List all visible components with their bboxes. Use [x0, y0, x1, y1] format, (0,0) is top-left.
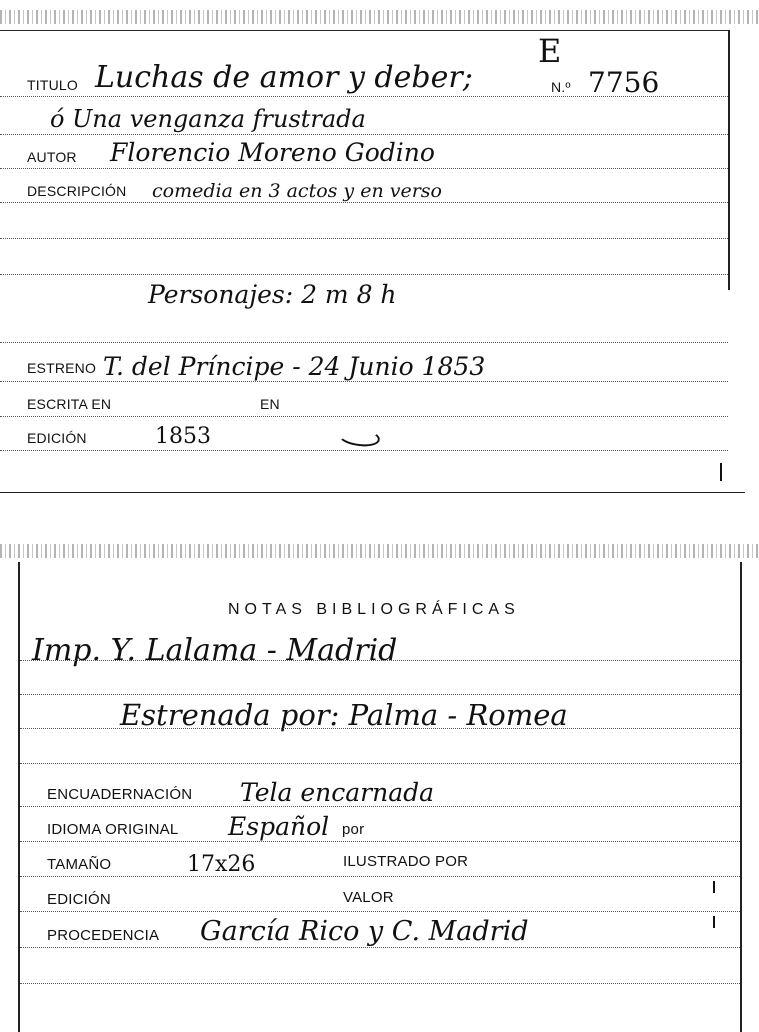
- dotted-line: [20, 841, 740, 842]
- dotted-line: [20, 728, 740, 729]
- catalog-card-bottom: [0, 538, 759, 1028]
- torn-edge-bottom: [0, 544, 759, 558]
- tick-mark: [720, 463, 722, 481]
- dotted-line: [0, 238, 728, 239]
- tick-mark: [713, 916, 715, 928]
- nota-line-1: Imp. Y. Lalama - Madrid: [32, 633, 398, 668]
- personajes-value: Personajes: 2 m 8 h: [148, 280, 397, 309]
- edicion-label: EDICIÓN: [27, 430, 87, 446]
- dotted-line: [0, 381, 728, 382]
- titulo-label: TITULO: [27, 77, 78, 93]
- descripcion-value: comedia en 3 actos y en verso: [152, 180, 442, 202]
- dotted-line: [0, 134, 728, 135]
- dotted-line: [20, 983, 740, 984]
- titulo-value: Luchas de amor y deber;: [95, 60, 473, 95]
- catalog-card-top: [0, 0, 759, 495]
- dotted-line: [20, 876, 740, 877]
- dotted-line: [0, 416, 728, 417]
- dotted-line: [20, 806, 740, 807]
- edicion-value: 1853: [155, 424, 211, 449]
- numero-value: 7756: [588, 66, 660, 99]
- valor-label: VALOR: [343, 889, 394, 906]
- torn-edge-top: [0, 10, 759, 24]
- dotted-line: [20, 763, 740, 764]
- ink-stroke-mark: [337, 425, 381, 449]
- estreno-value: T. del Príncipe - 24 Junio 1853: [103, 352, 486, 381]
- letter-mark: E: [538, 32, 562, 70]
- dotted-line: [20, 660, 740, 661]
- dotted-line: [0, 450, 728, 451]
- card-right-border: [740, 562, 742, 1032]
- titulo-subtitle: ó Una venganza frustrada: [50, 105, 366, 133]
- tick-mark: [713, 881, 715, 893]
- autor-label: AUTOR: [27, 149, 77, 165]
- dotted-line: [20, 947, 740, 948]
- descripcion-label: DESCRIPCIÓN: [27, 183, 127, 199]
- procedencia-value: García Rico y C. Madrid: [200, 916, 529, 947]
- dotted-line: [0, 342, 728, 343]
- estreno-label: ESTRENO: [27, 360, 97, 376]
- edicion-label: EDICIÓN: [47, 891, 111, 908]
- dotted-line: [20, 694, 740, 695]
- card-right-border: [728, 30, 730, 290]
- procedencia-label: PROCEDENCIA: [47, 927, 160, 944]
- encuadernacion-label: ENCUADERNACIÓN: [47, 786, 193, 803]
- tamano-label: TAMAÑO: [47, 856, 112, 873]
- nota-line-2: Estrenada por: Palma - Romea: [120, 698, 568, 732]
- dotted-line: [0, 168, 728, 169]
- card-bottom-edge: [0, 492, 745, 493]
- en-label: EN: [260, 396, 280, 412]
- escrita-en-label: ESCRITA EN: [27, 396, 112, 412]
- dotted-line: [0, 274, 728, 275]
- autor-value: Florencio Moreno Godino: [110, 138, 435, 167]
- numero-label: N.º: [551, 79, 571, 95]
- encuadernacion-value: Tela encarnada: [240, 778, 435, 807]
- notas-title: NOTAS BIBLIOGRÁFICAS: [228, 601, 520, 618]
- por-label: por: [342, 821, 365, 838]
- dotted-line: [20, 911, 740, 912]
- dotted-line: [0, 202, 728, 203]
- tamano-value: 17x26: [187, 852, 256, 877]
- idioma-value: Español: [228, 812, 330, 841]
- card-left-border: [18, 562, 20, 1032]
- card-top-border: [0, 30, 730, 31]
- idioma-label: IDIOMA ORIGINAL: [47, 821, 179, 838]
- ilustrado-label: ILUSTRADO POR: [343, 853, 469, 870]
